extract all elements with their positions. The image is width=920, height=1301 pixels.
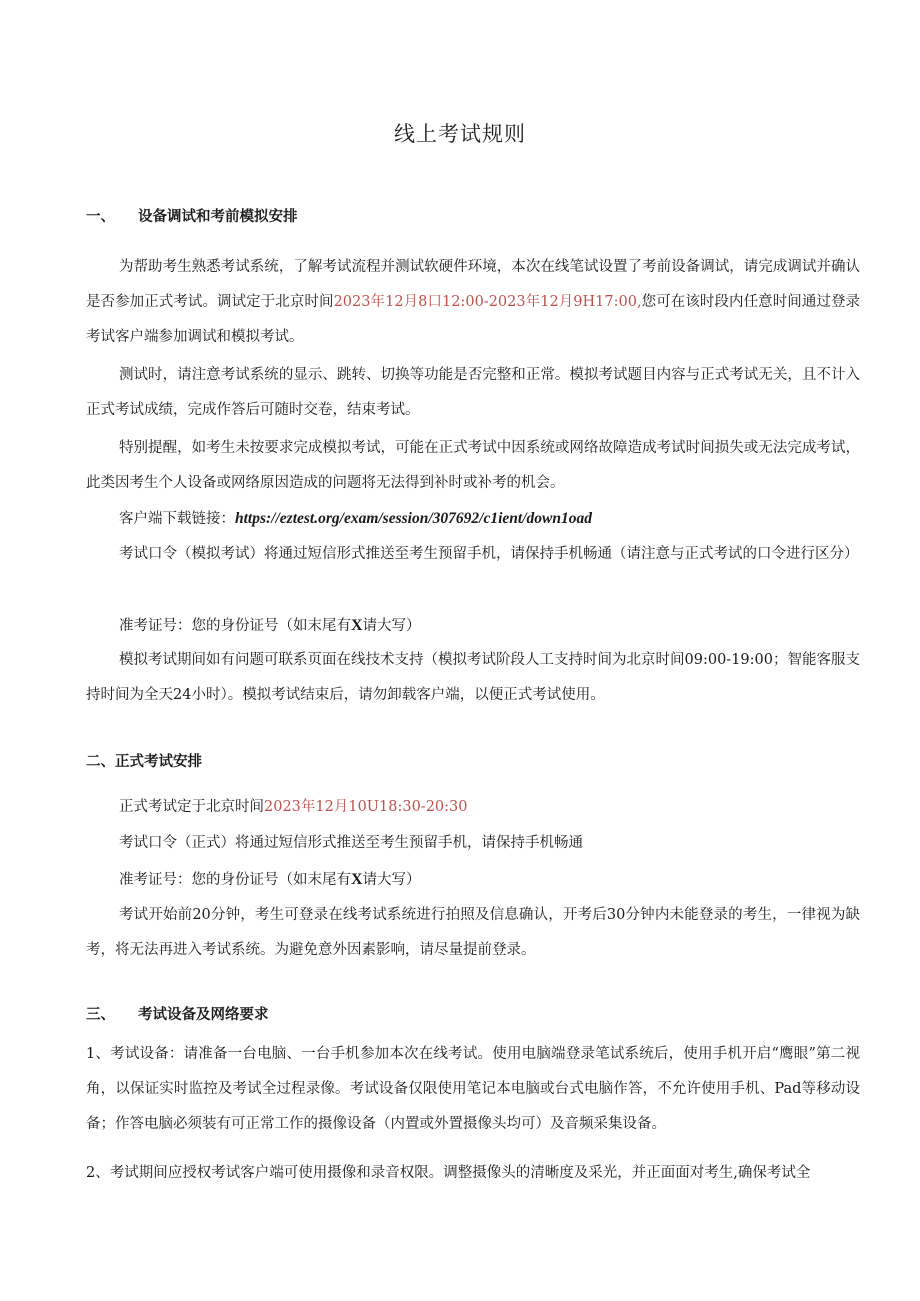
paragraph: 准考证号：您的身份证号（如末尾有X请大写） bbox=[119, 871, 421, 888]
paragraph: 为帮助考生熟悉考试系统，了解考试流程并测试软硬件环境，本次在线笔试设置了考前设备调试，请完成调试并确认是否参加正式考试。调试定于北京时间2023年12月8口12:00-2023年12月9H17:00,您可在该时段内任意时间通过登录考试客户端参加调试和模拟考试。 bbox=[86, 259, 861, 345]
paragraph: 特别提醒，如考生未按要求完成模拟考试，可能在正式考试中因系统或网络故障造成考试时间损失或无法完成考试，此类因考生个人设备或网络原因造成的问题将无法得到补时或补考的机会。 bbox=[86, 440, 860, 491]
download-link[interactable]: https://eztest.org/exam/session/307692/c1ient/down1oad bbox=[235, 510, 592, 527]
paragraph: 正式考试定于北京时间2023年12月10U18:30-20:30 bbox=[119, 799, 468, 815]
debug-time-range: 2023年12月8口12:00-2023年12月9H17:00, bbox=[333, 294, 642, 310]
section-title: 设备调试和考前模拟安排 bbox=[138, 208, 298, 225]
paragraph: 准考证号：您的身份证号（如末尾有X请大写） bbox=[119, 617, 421, 634]
section-heading-2 bbox=[86, 750, 202, 771]
section-number: 三、 bbox=[86, 1006, 115, 1023]
section-title: 考试设备及网络要求 bbox=[138, 1006, 269, 1023]
paragraph: 模拟考试期间如有问题可联系页面在线技术支持（模拟考试阶段人工支持时间为北京时间09:00-19:00；智能客服支持时间为全天24小时）。模拟考试结束后，请勿卸载客户端，以便正式考试使用。 bbox=[86, 652, 860, 703]
paragraph: 考试开始前20分钟，考生可登录在线考试系统进行拍照及信息确认，开考后30分钟内未能登录的考生，一律视为缺考，将无法再进入考试系统。为避免意外因素影响，请尽量提前登录。 bbox=[86, 907, 860, 958]
section-number: 二、 bbox=[86, 753, 115, 770]
download-link-line: 客户端下载链接：https://eztest.org/exam/session/307692/c1ient/down1oad bbox=[119, 510, 592, 527]
section-heading-3 bbox=[86, 1003, 269, 1024]
section-heading-1 bbox=[86, 205, 298, 226]
paragraph: 测试时，请注意考试系统的显示、跳转、切换等功能是否完整和正常。模拟考试题目内容与正式考试无关，且不计入正式考试成绩，完成作答后可随时交卷，结束考试。 bbox=[86, 367, 860, 418]
paragraph: 1、考试设备：请准备一台电脑、一台手机参加本次在线考试。使用电脑端登录笔试系统后，使用手机开启“鹰眼”第二视角，以保证实时监控及考试全过程录像。考试设备仅限使用笔记本电脑或台式电脑作答，不允许使用手机、Pad等移动设备；作答电脑必须装有可正常工作的摄像设备（内置或外置摄像头均可）及音频采集设备。 bbox=[86, 1046, 860, 1132]
page-title: 线上考试规则 bbox=[394, 122, 526, 146]
section-number: 一、 bbox=[86, 208, 115, 225]
paragraph: 考试口令（模拟考试）将通过短信形式推送至考生预留手机，请保持手机畅通（请注意与正式考试的口令进行区分） bbox=[119, 546, 859, 562]
paragraph: 考试口令（正式）将通过短信形式推送至考生预留手机，请保持手机畅通 bbox=[119, 835, 583, 851]
section-title: 正式考试安排 bbox=[115, 753, 202, 770]
paragraph: 2、考试期间应授权考试客户端可使用摄像和录音权限。调整摄像头的清晰度及采光，并正面面对考生,确保考试全 bbox=[86, 1165, 811, 1181]
exam-time: 2023年12月10U18:30-20:30 bbox=[264, 799, 468, 815]
